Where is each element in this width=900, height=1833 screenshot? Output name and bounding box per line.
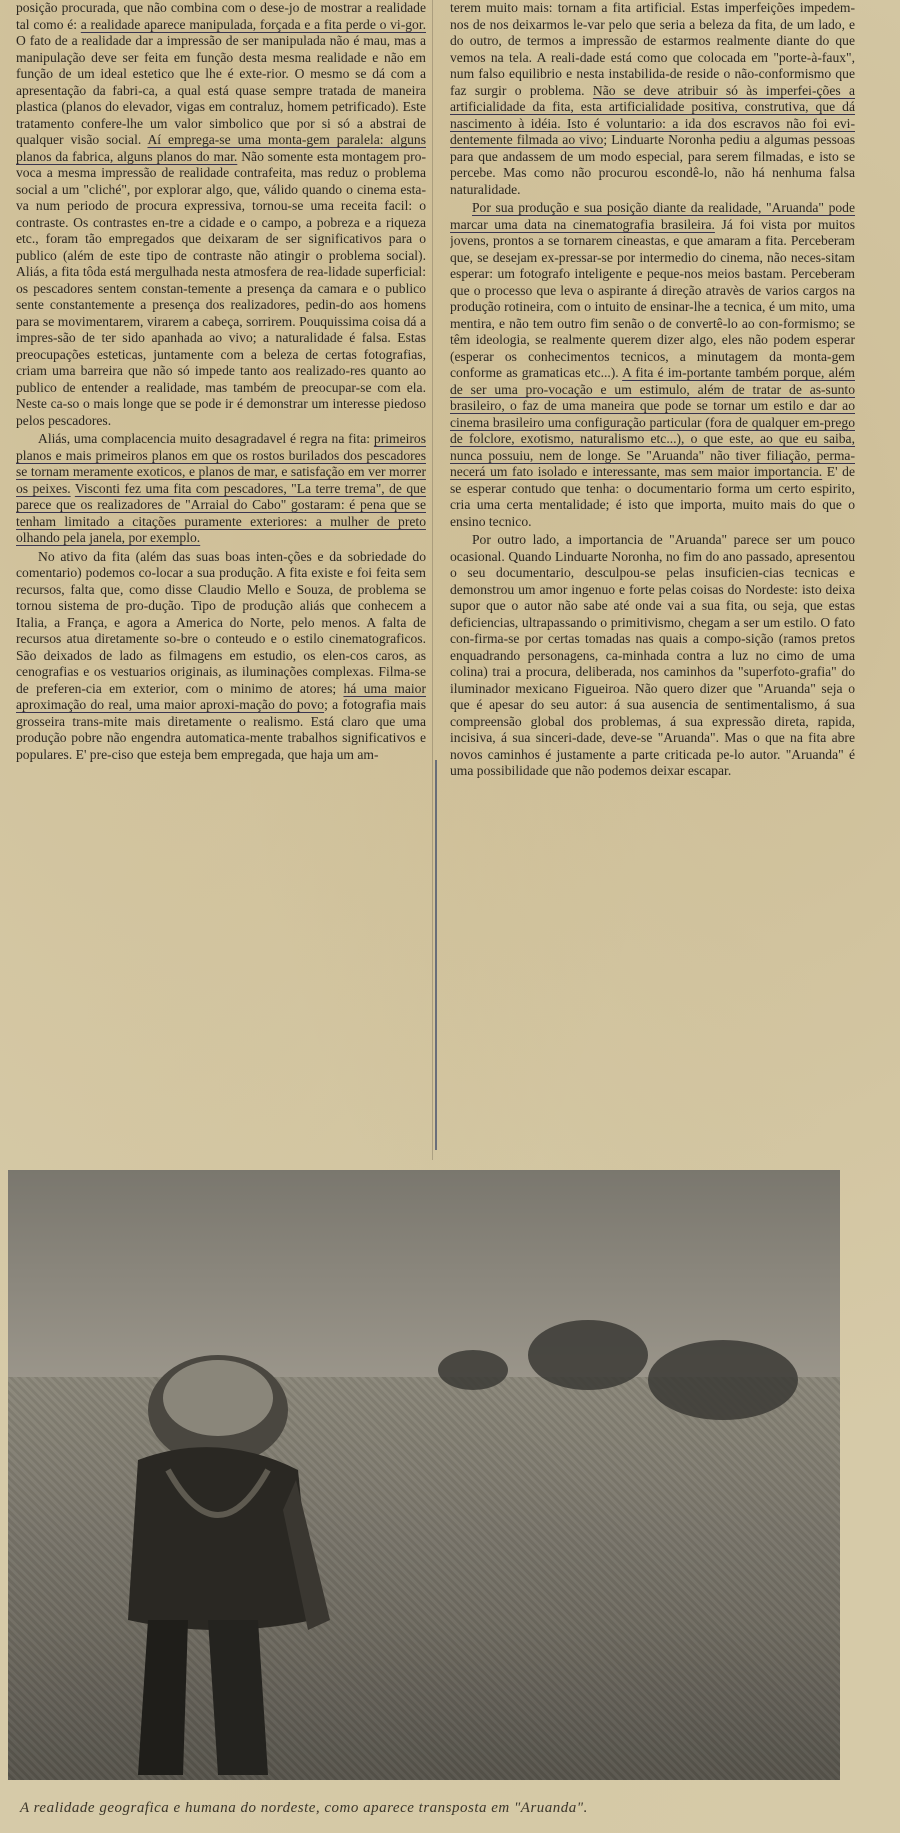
column-divider <box>432 0 433 1160</box>
text-run: ; a fotografia mais grosseira trans-mite mais diretamente o realismo. Está claro que uma produção pobre não engendra automatica-mente trabalhos significativos e populares. E' pre-ciso que esteja bem empregada, que haja um am- <box>16 697 426 762</box>
text-run: Aliás, uma complacencia muito desagradavel é regra na fita: <box>38 431 374 446</box>
photo-shrub <box>528 1320 648 1390</box>
text-run: O fato de a realidade dar a impressão de ser manipulada não é mau, mas a manipulação deve ser feita em função desta mesma realidade e não em função de um ideal estetico que lhe é exte-rior. O mesmo se dá com a apresentação da fabri-ca, a qual está quase sempre tratada de maneira plastica (planos do elevador, vigas em contraluz, homem petrificado). Este tratamento confere-lhe um valor simbolico que por si só a abstrai de qualquer visão social. <box>16 33 426 147</box>
underlined-passage: Não se deve atribuir só às imperfei-ções a artificialidade da fita, esta artificialidade positiva, construtiva, que dá nascimento à idéia. Isto é voluntario: a ida dos escravos não foi evi-dentemente filmada ao vivo <box>450 82 855 147</box>
paragraph <box>16 549 426 764</box>
text-run: No ativo da fita (além das suas boas inten-ções e da sobriedade do comentario) podemos co-locar a sua produção. A fita existe e foi feita sem recursos, falta que, como disse Claudio Mello e Souza, de problema se tornou sistema de pro-dução. Tipo de produção aliás que conhecem a Italia, a França, e agora a America do Norte, pelo menos. A falta de recursos atua diretamente so-bre o conteudo e o estilo cinematograficos. São deixados de lado as filmagens em estudio, os elen-cos caros, as cenografias e os vestuarios originais, as iluminações complexas. Filma-se de preferen-cia em exterior, com o minimo de atores; <box>16 548 426 696</box>
article-photo <box>8 1170 840 1780</box>
photo-shrub <box>438 1350 508 1390</box>
paragraph <box>16 0 426 429</box>
paragraph <box>450 200 855 530</box>
underlined-passage: Visconti fez uma fita com pescadores, "La terre trema", de que parece que os realizadores de "Arraial do Cabo" gostaram: é pena que se tenham limitado a citações puramente exteriores: a mulher de preto olhando pela janela, por exemplo. <box>16 480 426 545</box>
underlined-passage: a realidade aparece manipulada, forçada e a fita perde o vi-gor. <box>80 16 426 32</box>
photo-figure-man-carrying-load <box>68 1320 348 1780</box>
underlined-passage: A fita é im-portante também porque, além de ser uma pro-vocação e um estimulo, além de tratar de as-sunto brasileiro, o faz de uma maneira que pode se tornar um estilo e dar ao cinema brasileiro uma configuração particular (fora de qualquer em-prego de folclore, exotismo, naturalismo etc...), o que este, ao que eu saiba, nunca possuiu, nem de longe. Se "Aruanda" não tiver filiação, perma-necerá um fato isolado e interessante, mas sem maior importancia. <box>450 365 855 479</box>
article-column-left <box>16 0 426 1160</box>
underlined-passage: Aí emprega-se uma monta-gem paralela: alguns planos da fabrica, alguns planos do mar. <box>16 132 426 164</box>
article-column-right <box>450 0 855 1160</box>
paragraph <box>450 0 855 198</box>
paragraph <box>450 532 855 780</box>
text-run: Por outro lado, a importancia de "Aruanda" parece ser um pouco ocasional. Quando Linduarte Noronha, no fim do ano passado, apresentou o seu documentario, desculpou-se pelas insuficien-cias tecnicas e demonstrou um amor ingenuo e forte pelas coisas do Nordeste: isto deixa supor que o autor não sabe até onde vai a sua fita, ou seja, que estas deficiencias, ultrapassando o primitivismo, chegam a ser um estilo. O fato con-firma-se por certas tomadas nas quais a compo-sição (ramos pretos enquadrando personagens, ca-minhada contra a luz no cimo de uma colina) trai a procura, deliberada, nos caminhos da "superfoto-grafia" do iluminador mexicano Figueiroa. Não quero dizer que "Aruanda" seja o que é apesar do seu autor: á sua ausencia de sentimentalismo, á sua compreensão global dos problemas, á sua expressão direta, rapida, incisiva, á sua sinceri-dade, deve-se "Aruanda". Mas o que na fita abre novos caminhos é justamente a parte criticada pe-lo autor. "Aruanda" é uma possibilidade que não podemos deixar escapar. <box>450 532 855 778</box>
text-run: terem muito mais: tornam a fita artificial. Estas imperfeições impedem-nos de nos deixarmos le-var pelo que seria a beleza da fita, de um lado, e do outro, de termos a impressão de estarmos realmente diante do que vemos na tela. A reali-dade está como que colocada em "porte-à-faux", num falso equilibrio e nesta instabilida-de reside o não-conformismo que faz surgir o problema. <box>450 0 855 98</box>
paragraph <box>16 431 426 547</box>
text-run: ; Linduarte Noronha pediu a algumas pessoas para que andassem de um modo especial, para serem filmadas, e isto se percebe. Mas como não procurou escondê-lo, não há nenhuma falsa naturalidade. <box>450 132 855 197</box>
photo-shrub <box>648 1340 798 1420</box>
text-run: Já foi vista por muitos jovens, prontos a se tornarem cineastas, e que amaram a fita. Perceberam que, se desejam ex-pressar-se por intermedio do cinema, não neces-sitam esperar: um fotografo inteligente e peque-nos meios bastam. Perceberam que o processo que leva o aspirante á direção atravès de varios cargos na produção rotineira, com o intuito de ensinar-lhe a tecnica, é um mito, uma mentira, e não tem outro fim senão o de convertê-lo ao con-formismo; se têm ideologia, se realmente querem dizer algo, eles não podem esperar (esperar os conhecimentos tecnicos, a minutagem da monta-gem conforme as gramaticas etc...). <box>450 216 855 380</box>
underlined-passage: Por sua produção e sua posição diante da realidade, "Aruanda" pode marcar uma data na cinematografia brasileira. <box>450 200 855 232</box>
text-run: Não somente esta montagem pro-voca a mesma impressão de realidade contrafeita, mas reduz o problema social a um "cliché", por explorar algo, que, válido quando o cinema esta-va num periodo de procura expressiva, tornou-se uma receita facil: o contraste. Os contrastes en-tre a cidade e o campo, a pobreza e a riqueza etc., foram tão empregados que deixaram de ser significativos para o publico (além de este tipo de contraste não atingir o problema social). Aliás, a fita tôda está mergulhada nesta atmosfera de rea-lidade superficial: os pescadores sentem constan-temente a presença da camara e o publico sente constantemente a presença dos realizadores, pedin-do aos homens para se movimentarem, virarem a cabeça, sorrirem. Pouquissima coisa dá a impres-são de ter sido apanhada ao vivo; a naturalidade é falsa. Estas preocupações esteticas, juntamente com a beleza de certas fotografias, criam uma barreira que não só impede tanto aos realizado-res quanto ao publico de entender a realidade, mas também de preocupar-se com ela. Neste ca-so o mais longe que se pode ir é demonstrar um interesse piedoso pelos pescadores. <box>16 148 426 428</box>
margin-pen-mark <box>435 760 437 1150</box>
photo-caption: A realidade geografica e humana do nordeste, como aparece transposta em "Aruanda". <box>20 1800 588 1816</box>
underlined-passage: primeiros planos e mais primeiros planos em que os rostos burilados dos pescadores se tornam meramente exoticos, e planos de mar, e satisfação em ver morrer os peixes. <box>16 431 426 496</box>
text-run: E' de se esperar contudo que tenha: o documentario forma um certo espirito, cria uma certa mentalidade; é isto que importa, muito mais do que o ensino tecnico. <box>450 464 855 529</box>
underlined-passage: há uma maior aproximação do real, uma maior aproxi-mação do povo <box>16 680 426 712</box>
text-run: posição procurada, que não combina com o dese-jo de mostrar a realidade tal como é: <box>16 0 426 32</box>
